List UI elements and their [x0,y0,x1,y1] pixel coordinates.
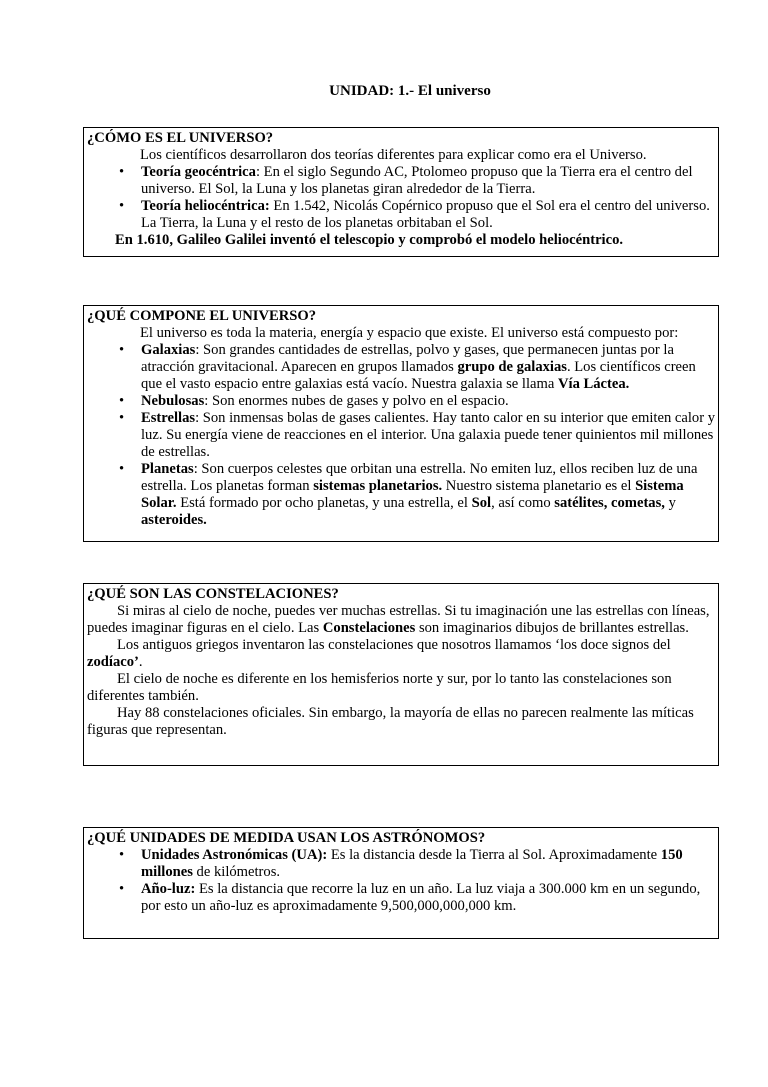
list-item [141,164,716,198]
section-que-compone-el-universo [83,305,719,542]
section-constelaciones [83,583,719,766]
section-heading: ¿QUÉ UNIDADES DE MEDIDA USAN LOS ASTRÓNOMOS? [87,830,486,846]
text-run: . [138,654,143,670]
paragraph [87,671,716,705]
section-heading: ¿QUÉ SON LAS CONSTELACIONES? [87,586,339,602]
section-intro [87,325,716,342]
bold-term: satélites, cometas, [554,495,665,511]
paragraph [87,705,716,739]
text-run: El cielo de noche es diferente en los hemisferios norte y sur, por lo tanto las constelaciones son diferentes también. [87,671,672,704]
page-title: UNIDAD: 1.- El universo [329,83,491,99]
text-run: de kilómetros. [192,864,281,880]
section-como-es-el-universo [83,127,719,257]
section-heading: ¿QUÉ COMPONE EL UNIVERSO? [87,308,317,324]
text-run: Hay 88 constelaciones oficiales. Sin embargo, la mayoría de ellas no parecen realmente las míticas figuras que representan. [87,705,694,738]
bold-term: Año-luz: [141,881,196,897]
bold-term: asteroides. [141,512,207,528]
bold-term: Estrellas [141,410,196,426]
text-run: Los antiguos griegos inventaron las constelaciones que nosotros llamamos ‘los doce signos del [117,637,671,653]
section-unidades-de-medida [83,827,719,939]
bold-term: Constelaciones [322,620,416,636]
text-run: Nuestro sistema planetario es el [442,478,636,494]
bold-term: Teoría heliocéntrica: [141,198,270,214]
bold-term: Galaxias [141,342,196,358]
text-run: El universo es toda la materia, energía y espacio que existe. El universo está compuesto por: [140,325,679,341]
bullet-list [87,164,716,232]
text-run: : Son grandes cantidades de estrellas, polvo y gases, que permanecen juntas por la atracción gravitacional. Aparecen en grupos llamados [141,342,674,375]
bullet-list [87,847,716,915]
text-run: : Son cuerpos celestes que orbitan una estrella. No emiten luz, ellos reciben luz de una estrella. Los planetas forman [141,461,698,494]
list-item [141,847,716,881]
text-run: son imaginarios dibujos de brillantes estrellas. [415,620,689,636]
text-run: , así como [491,495,555,511]
text-run: Los científicos desarrollaron dos teorías diferentes para explicar como era el Universo. [140,147,647,163]
paragraph [87,637,716,671]
section-conclusion: En 1.610, Galileo Galilei inventó el telescopio y comprobó el modelo heliocéntrico. [115,232,624,248]
bold-term: Nebulosas [141,393,205,409]
text-run: y [664,495,676,511]
text-run: : Son inmensas bolas de gases calientes. Hay tanto calor en su interior que emiten calor y luz. Su energía viene de reacciones en el interior. Una galaxia puede tener quinientos mil millones de estrellas. [141,410,716,460]
text-run: Si miras al cielo de noche, puedes ver muchas estrellas. Si tu imaginación une las estrellas con líneas, puedes imaginar figuras en el cielo. Las [87,603,710,636]
bold-term: sistemas planetarios. [313,478,443,494]
list-item [141,461,716,529]
bold-term: Sol [471,495,492,511]
bold-term: zodíaco’ [87,654,139,670]
bold-term: Teoría geocéntrica [141,164,256,180]
text-run: En 1.542, Nicolás Copérnico propuso que el Sol era el centro del universo. La Tierra, la Luna y el resto de los planetas orbitaban el Sol. [141,198,710,231]
paragraph [87,603,716,637]
bold-term: 150 millones [141,847,683,880]
section-heading: ¿CÓMO ES EL UNIVERSO? [87,130,274,146]
text-run: Es la distancia desde la Tierra al Sol. Aproximadamente [327,847,661,863]
text-run: Es la distancia que recorre la luz en un año. La luz viaja a 300.000 km en un segundo, por esto un año-luz es aproximadamente 9,500,000,000,000 km. [141,881,701,914]
section-intro [87,147,716,164]
bold-term: Planetas [141,461,194,477]
bullet-list [87,342,716,529]
bold-term: Sistema Solar. [141,478,684,511]
text-run: : En el siglo Segundo AC, Ptolomeo propuso que la Tierra era el centro del universo. El Sol, la Luna y los planetas giran alrededor de la Tierra. [141,164,693,197]
bold-term: Unidades Astronómicas (UA): [141,847,328,863]
text-run: : Son enormes nubes de gases y polvo en el espacio. [204,393,509,409]
list-item [141,393,716,410]
text-run: Está formado por ocho planetas, y una estrella, el [176,495,472,511]
list-item [141,198,716,232]
list-item [141,410,716,461]
bold-term: grupo de galaxias [457,359,567,375]
list-item [141,881,716,915]
bold-term: Vía Láctea. [557,376,630,392]
list-item [141,342,716,393]
text-run: . Los científicos creen que el vasto espacio entre galaxias está vacío. Nuestra galaxia se llama [141,359,696,392]
